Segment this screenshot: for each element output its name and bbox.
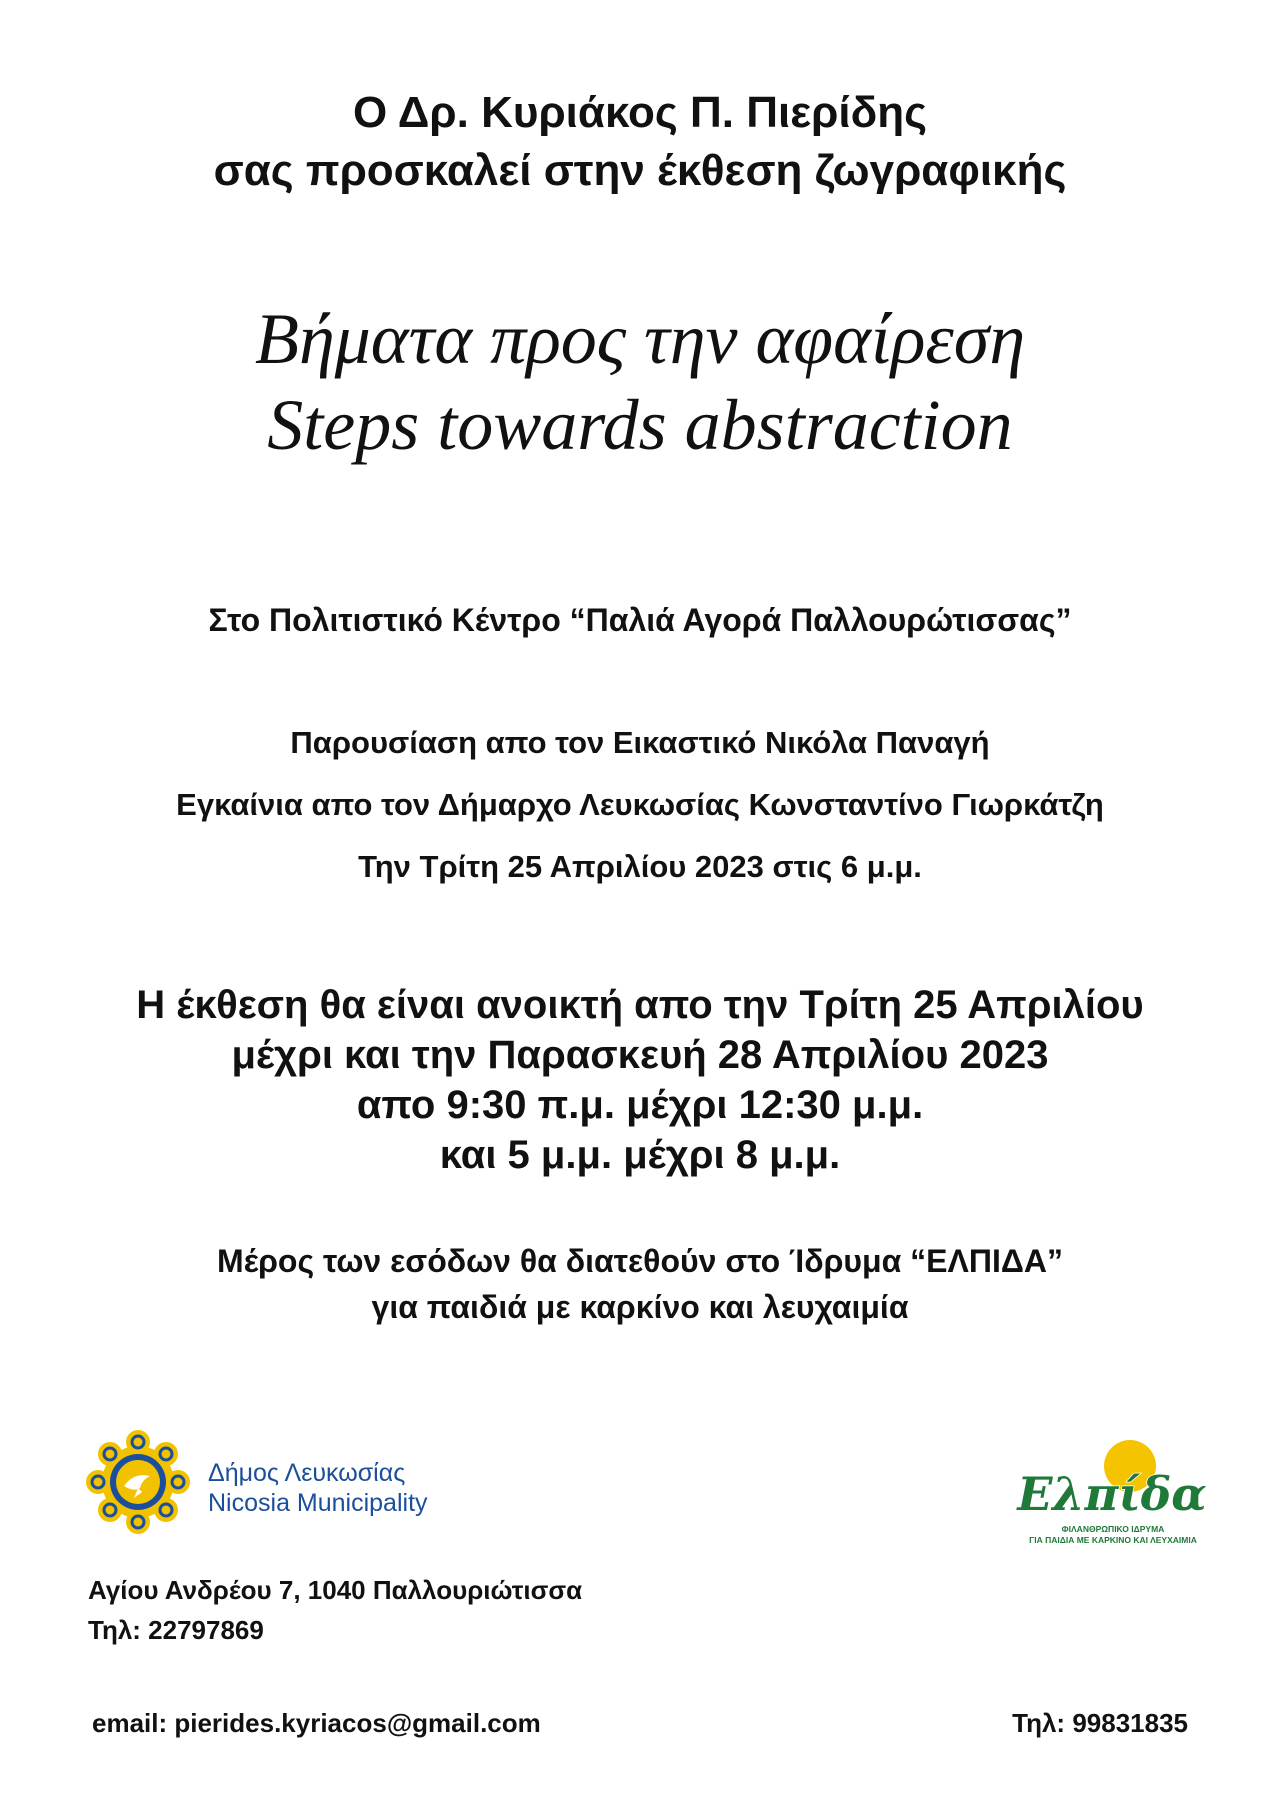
event-details <box>0 712 1280 898</box>
invitation-header <box>0 84 1280 200</box>
address-block <box>88 1570 582 1650</box>
elpida-caption <box>1028 1524 1198 1546</box>
donation-line-1: Μέρος των εσόδων θα διατεθούν στο Ίδρυμα “ΕΛΠΙΔΑ” <box>217 1243 1063 1279</box>
phone-line: Τηλ: 22797869 <box>88 1615 264 1645</box>
hours-line-1: Η έκθεση θα είναι ανοικτή απο την Τρίτη 25 Απριλίου <box>136 983 1144 1027</box>
venue-line: Στο Πολιτιστικό Κέντρο “Παλιά Αγορά Παλλουρώτισσας” <box>208 602 1072 638</box>
exhibition-title <box>0 296 1280 468</box>
nicosia-emblem-icon <box>88 1432 188 1532</box>
elpida-caption-line-1: ΦΙΛΑΝΘΡΩΠΙΚΟ ΙΔΡΥΜΑ <box>1061 1524 1165 1534</box>
invite-line: σας προσκαλεί στην έκθεση ζωγραφικής <box>213 146 1067 195</box>
email-line: email: pierides.kyriacos@gmail.com <box>92 1708 541 1738</box>
opening-hours <box>0 980 1280 1180</box>
presentation-line: Παρουσίαση απο τον Εικαστικό Νικόλα Παναγή <box>290 725 990 760</box>
address-line: Αγίου Ανδρέου 7, 1040 Παλλουριώτισσα <box>88 1575 583 1605</box>
elpida-foundation-logo <box>1017 1432 1207 1552</box>
hours-line-4: και 5 μ.μ. μέχρι 8 μ.μ. <box>439 1133 841 1177</box>
elpida-caption-line-2: ΓΙΑ ΠΑΙΔΙΑ ΜΕ ΚΑΡΚΙΝΟ ΚΑΙ ΛΕΥΧΑΙΜΙΑ <box>1029 1535 1197 1545</box>
municipality-name-english: Nicosia Municipality <box>208 1489 428 1517</box>
donation-note <box>0 1238 1280 1330</box>
host-line: Ο Δρ. Κυριάκος Π. Πιερίδης <box>352 88 928 137</box>
elpida-wordmark: Ελπίδα <box>1017 1467 1207 1521</box>
hours-line-2: μέχρι και την Παρασκευή 28 Απριλίου 2023 <box>231 1033 1049 1077</box>
hours-line-3: απο 9:30 π.μ. μέχρι 12:30 μ.μ. <box>356 1083 924 1127</box>
date-time-line: Την Τρίτη 25 Απριλίου 2023 στις 6 μ.μ. <box>358 849 922 884</box>
donation-line-2: για παιδιά με καρκίνο και λευχαιμία <box>371 1289 909 1325</box>
title-greek: Βήματα προς την αφαίρεση <box>254 299 1026 379</box>
nicosia-municipality-logo <box>88 1432 488 1542</box>
elpida-logo-graphic <box>1017 1432 1207 1524</box>
municipality-name-greek: Δήμος Λευκωσίας <box>208 1459 406 1487</box>
municipality-name <box>208 1458 428 1518</box>
mobile-phone-line: Τηλ: 99831835 <box>1012 1708 1188 1738</box>
opening-line: Εγκαίνια απο τον Δήμαρχο Λευκωσίας Κωνσταντίνο Γιωρκάτζη <box>176 787 1104 822</box>
title-english: Steps towards abstraction <box>267 385 1013 465</box>
